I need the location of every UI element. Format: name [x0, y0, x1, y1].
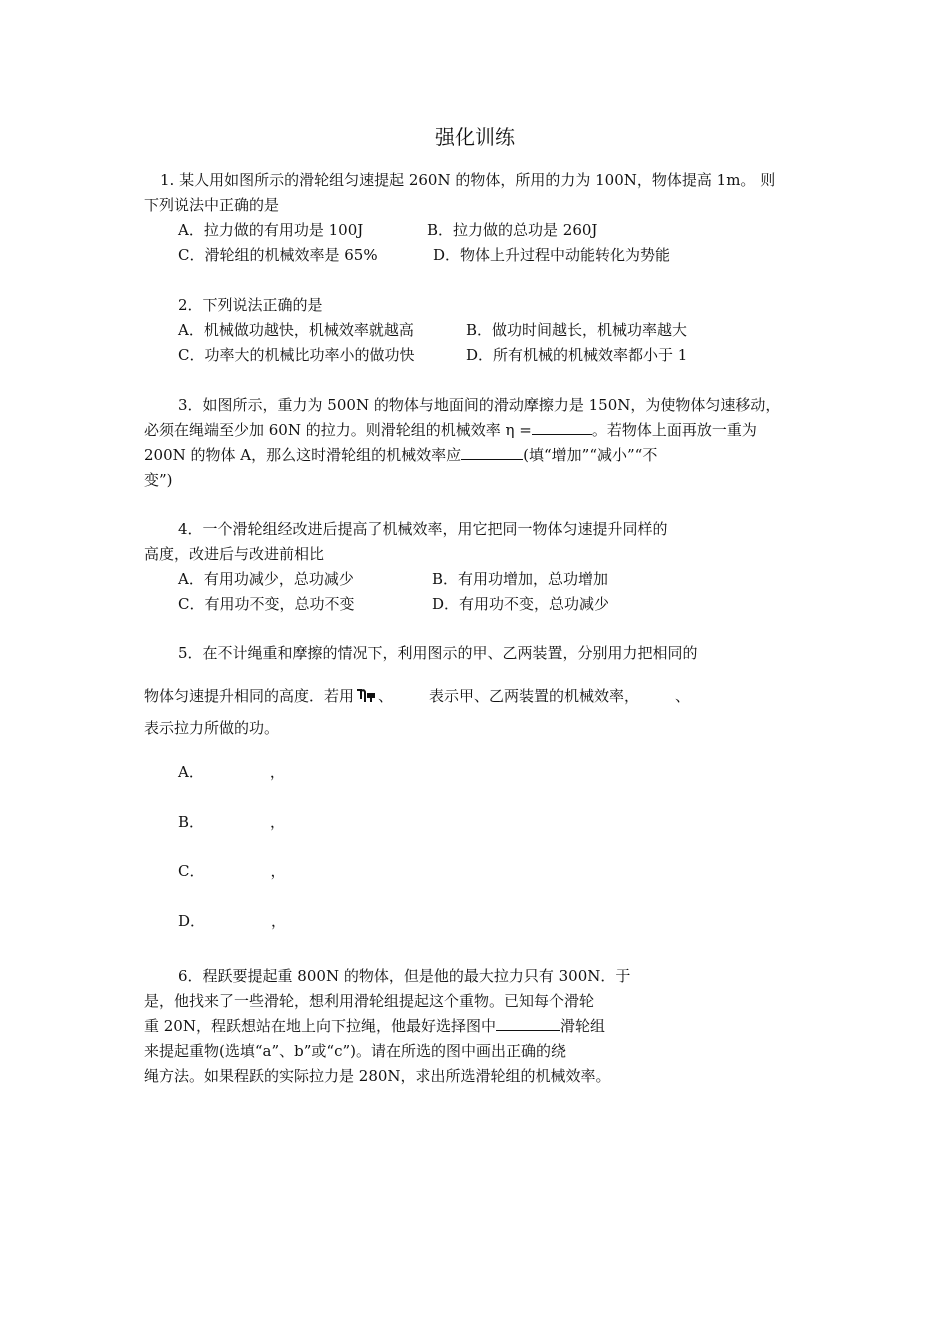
q5-separator-2: 、	[675, 687, 691, 705]
q6-line1: 6．程跃要提起重 800N 的物体，但是他的最大拉力只有 300N．于	[178, 967, 631, 985]
q6-line3-tail: 滑轮组	[559, 1017, 605, 1035]
q5-option-a-label: A．	[178, 763, 204, 781]
q4-option-c[interactable]: C．有用功不变，总功不变	[178, 595, 355, 613]
q5-option-a-comma: ，	[269, 763, 285, 781]
q5-separator-1: 、	[378, 687, 394, 705]
q2-option-a[interactable]: A．机械做功越快，机械效率就越高	[178, 321, 414, 339]
q5-option-b-comma: ，	[270, 813, 286, 831]
eta-jia-symbol-icon	[355, 687, 377, 703]
q5-option-d[interactable]	[178, 911, 286, 931]
q3-line2-tail: 。若物体上面再放一重为	[591, 421, 757, 439]
q1-option-d[interactable]: D．物体上升过程中动能转化为势能	[433, 246, 671, 264]
q3-line2-text: 必须在绳端至少加 60N 的拉力。则滑轮组的机械效率 η =	[144, 421, 532, 439]
q6-line3-text: 重 20N，程跃想站在地上向下拉绳，他最好选择图中	[144, 1017, 496, 1035]
q3-line3	[144, 445, 657, 465]
q3-line3-tail: (填“增加”“减小”“不	[523, 446, 658, 464]
q5-option-a[interactable]	[178, 762, 285, 782]
q5-stem-line2-mid: 表示甲、乙两装置的机械效率，	[429, 687, 640, 705]
q4-stem-line1: 4．一个滑轮组经改进后提高了机械效率，用它把同一物体匀速提升同样的	[178, 520, 668, 538]
q3-line3-text: 200N 的物体 A，那么这时滑轮组的机械效率应	[144, 446, 462, 464]
page-title: 强化训练	[435, 125, 515, 149]
q4-option-a[interactable]: A．有用功减少，总功减少	[178, 570, 354, 588]
q6-line4: 来提起重物(选填“a”、b”或“c”)。请在所选的图中画出正确的绕	[144, 1042, 566, 1060]
q5-option-b[interactable]	[178, 812, 285, 832]
q3-line1: 3．如图所示，重力为 500N 的物体与地面间的滑动摩擦力是 150N，为使物体匀速移动，	[178, 396, 781, 414]
q5-option-d-comma: ，	[271, 912, 287, 930]
q5-option-b-label: B．	[178, 813, 205, 831]
q5-stem-line3: 表示拉力所做的功。	[144, 719, 280, 737]
q1-stem-line2: 下列说法中正确的是	[144, 196, 280, 214]
q6-line2: 是，他找来了一些滑轮，想利用滑轮组提起这个重物。已知每个滑轮	[144, 992, 595, 1010]
q3-line4: 变”)	[144, 471, 173, 489]
q6-line5: 绳方法。如果程跃的实际拉力是 280N，求出所选滑轮组的机械效率。	[144, 1067, 611, 1085]
q1-option-c[interactable]: C．滑轮组的机械效率是 65%	[178, 246, 378, 264]
q5-stem-line1: 5．在不计绳重和摩擦的情况下，利用图示的甲、乙两装置，分别用力把相同的	[178, 644, 698, 662]
q2-stem: 2．下列说法正确的是	[178, 296, 323, 314]
q1-stem-line1: 1. 某人用如图所示的滑轮组匀速提起 260N 的物体，所用的力为 100N，物体提高 1m。 则	[160, 171, 776, 189]
q5-stem-line2	[144, 686, 690, 706]
q1-option-b[interactable]: B．拉力做的总功是 260J	[427, 221, 598, 239]
q2-option-c[interactable]: C．功率大的机械比功率小的做功快	[178, 346, 415, 364]
q5-option-c-comma: ，	[270, 862, 286, 880]
q2-option-d[interactable]: D．所有机械的机械效率都小于 1	[466, 346, 688, 364]
q3-line2	[144, 420, 757, 440]
q1-option-a[interactable]: A．拉力做的有用功是 100J	[178, 221, 364, 239]
q5-option-c-label: C．	[178, 862, 205, 880]
q2-option-b[interactable]: B．做功时间越长，机械功率越大	[466, 321, 688, 339]
q6-line3	[144, 1016, 605, 1036]
q3-change-blank[interactable]	[461, 445, 523, 460]
q5-option-c[interactable]	[178, 861, 286, 881]
q3-efficiency-blank[interactable]	[532, 420, 592, 435]
q5-option-d-label: D．	[178, 912, 206, 930]
q4-option-d[interactable]: D．有用功不变，总功减少	[432, 595, 610, 613]
q5-stem-line2-text: 物体匀速提升相同的高度．若用	[144, 687, 355, 705]
q4-stem-line2: 高度，改进后与改进前相比	[144, 545, 325, 563]
q4-option-b[interactable]: B．有用功增加，总功增加	[432, 570, 609, 588]
q6-choice-blank[interactable]	[496, 1016, 560, 1031]
